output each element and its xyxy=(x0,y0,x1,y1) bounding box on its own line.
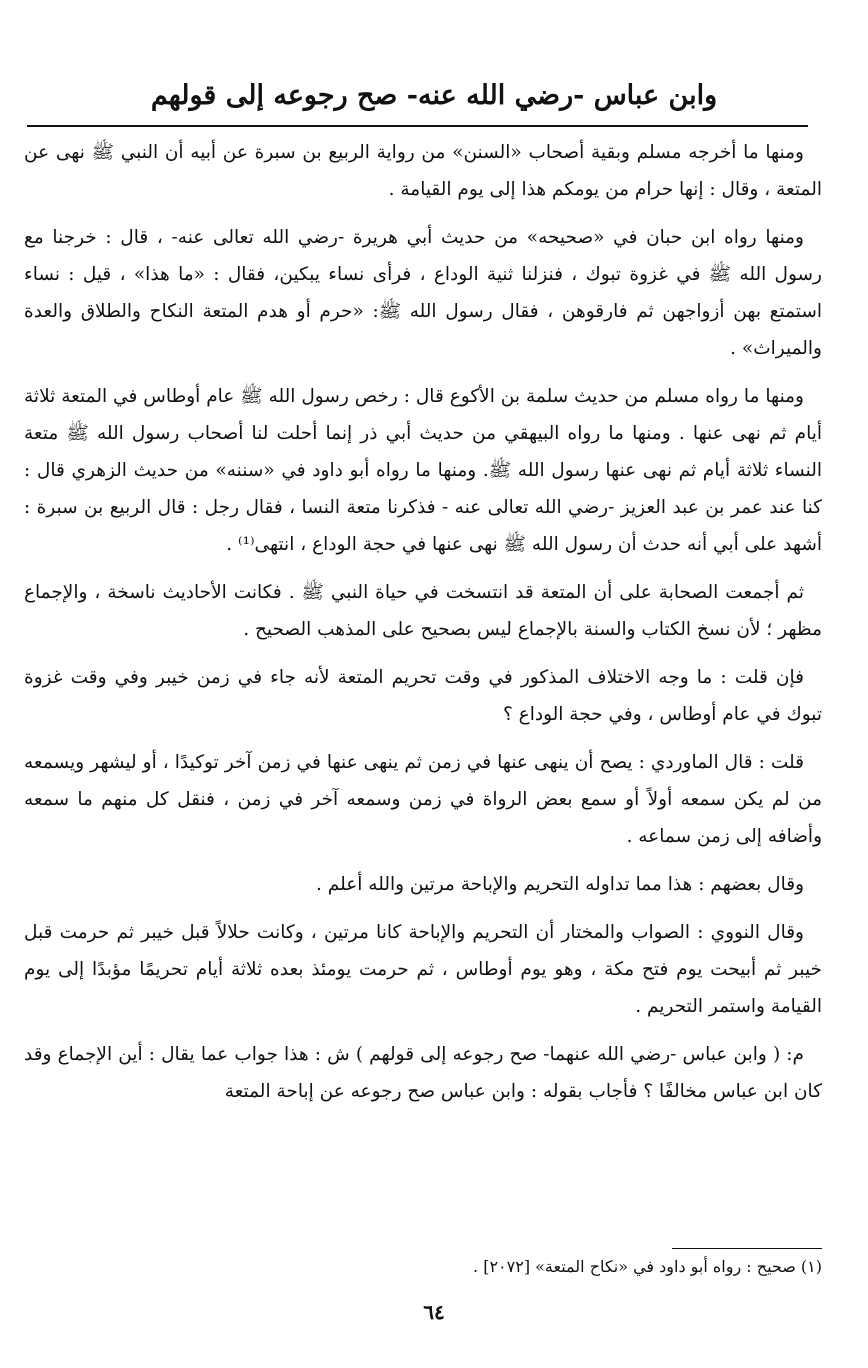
paragraph-text: قلت : قال الماوردي : يصح أن ينهى عنها في زمن ثم ينهى عنها في زمن آخر توكيدًا ، أو ليشهر ويسمعه من لم يكن سمعه أولاً أو سمع بعض الرواة في زمن وسمعه آخر في زمن ، فنقل كل منهم ما سمعه وأضافه إلى زمن سماعه . xyxy=(24,752,822,847)
paragraph-text: فإن قلت : ما وجه الاختلاف المذكور في وقت تحريم المتعة لأنه جاء في زمن خيبر وفي وقت غزوة تبوك في عام أوطاس ، وفي حجة الوداع ؟ xyxy=(24,667,822,725)
paragraph-3 xyxy=(24,378,822,563)
footnote: (١) صحيح : رواه أبو داود في «نكاح المتعة» [٢٠٧٢] . xyxy=(473,1257,822,1276)
header-divider xyxy=(27,125,808,127)
paragraph-5 xyxy=(24,659,822,733)
paragraph-1 xyxy=(24,134,822,208)
paragraph-text: ثم أجمعت الصحابة على أن المتعة قد انتسخت في حياة النبي ﷺ . فكانت الأحاديث ناسخة ، والإجماع مظهر ؛ لأن نسخ الكتاب والسنة بالإجماع ليس بصحيح على المذهب الصحيح . xyxy=(24,582,822,640)
paragraph-text: وقال النووي : الصواب والمختار أن التحريم والإباحة كانا مرتين ، وكانت حلالاً قبل خيبر ثم حرمت قبل خيبر ثم أبيحت يوم فتح مكة ، وهو يوم أوطاس ، ثم حرمت يومئذ بعده ثلاثة أيام تحريمًا مؤبدًا إلى يوم القيامة واستمر التحريم . xyxy=(24,922,822,1017)
paragraph-text: وقال بعضهم : هذا مما تداوله التحريم والإباحة مرتين والله أعلم . xyxy=(316,874,804,895)
paragraph-text: م: ( وابن عباس -رضي الله عنهما- صح رجوعه إلى قولهم ) ش : هذا جواب عما يقال : أين الإجماع وقد كان ابن عباس مخالفًا ؟ فأجاب بقوله : وابن عباس صح رجوعه عن إباحة المتعة xyxy=(24,1044,822,1102)
paragraph-6 xyxy=(24,744,822,855)
paragraph-4 xyxy=(24,574,822,648)
paragraph-text: ومنها ما أخرجه مسلم وبقية أصحاب «السنن» من رواية الربيع بن سبرة عن أبيه أن النبي ﷺ نهى عن المتعة ، وقال : إنها حرام من يومكم هذا إلى يوم القيامة . xyxy=(24,142,822,200)
paragraph-text: ومنها رواه ابن حبان في «صحيحه» من حديث أبي هريرة -رضي الله تعالى عنه- ، قال : خرجنا مع رسول الله ﷺ في غزوة تبوك ، فنزلنا ثنية الوداع ، فرأى نساء يبكين، فقال : «ما هذا» ، قيل : نساء استمتع بهن أزواجهن ثم فارقوهن ، فقال رسول الله ﷺ: «حرم أو هدم المتعة النكاح والطلاق والعدة والميراث» . xyxy=(24,227,822,359)
paragraph-text: ومنها ما رواه مسلم من حديث سلمة بن الأكوع قال : رخص رسول الله ﷺ عام أوطاس في المتعة ثلاثة أيام ثم نهى عنها . ومنها ما رواه البيهقي من حديث أبي ذر إنما أحلت لنا أصحاب رسول الله ﷺ متعة النساء ثلاثة أيام ثم نهى عنها رسول الله ﷺ. ومنها ما رواه أبو داود في «سننه» من حديث الزهري قال : كنا عند عمر بن عبد العزيز -رضي الله تعالى عنه - فذكرنا متعة النسا ، فقال رجل : قال الربيع بن سبرة : أشهد على أبي أنه حدث أن رسول الله ﷺ نهى عنها في حجة الوداع ، انتهى⁽¹⁾ . xyxy=(24,386,822,555)
paragraph-8 xyxy=(24,914,822,1025)
running-header: وابن عباس -رضي الله عنه- صح رجوعه إلى قولهم xyxy=(150,80,718,111)
footnote-divider xyxy=(672,1248,822,1249)
paragraph-9 xyxy=(24,1036,822,1110)
paragraph-2 xyxy=(24,219,822,367)
paragraph-7 xyxy=(24,866,822,903)
page-body xyxy=(24,134,822,1121)
page-number: ٦٤ xyxy=(423,1300,445,1324)
